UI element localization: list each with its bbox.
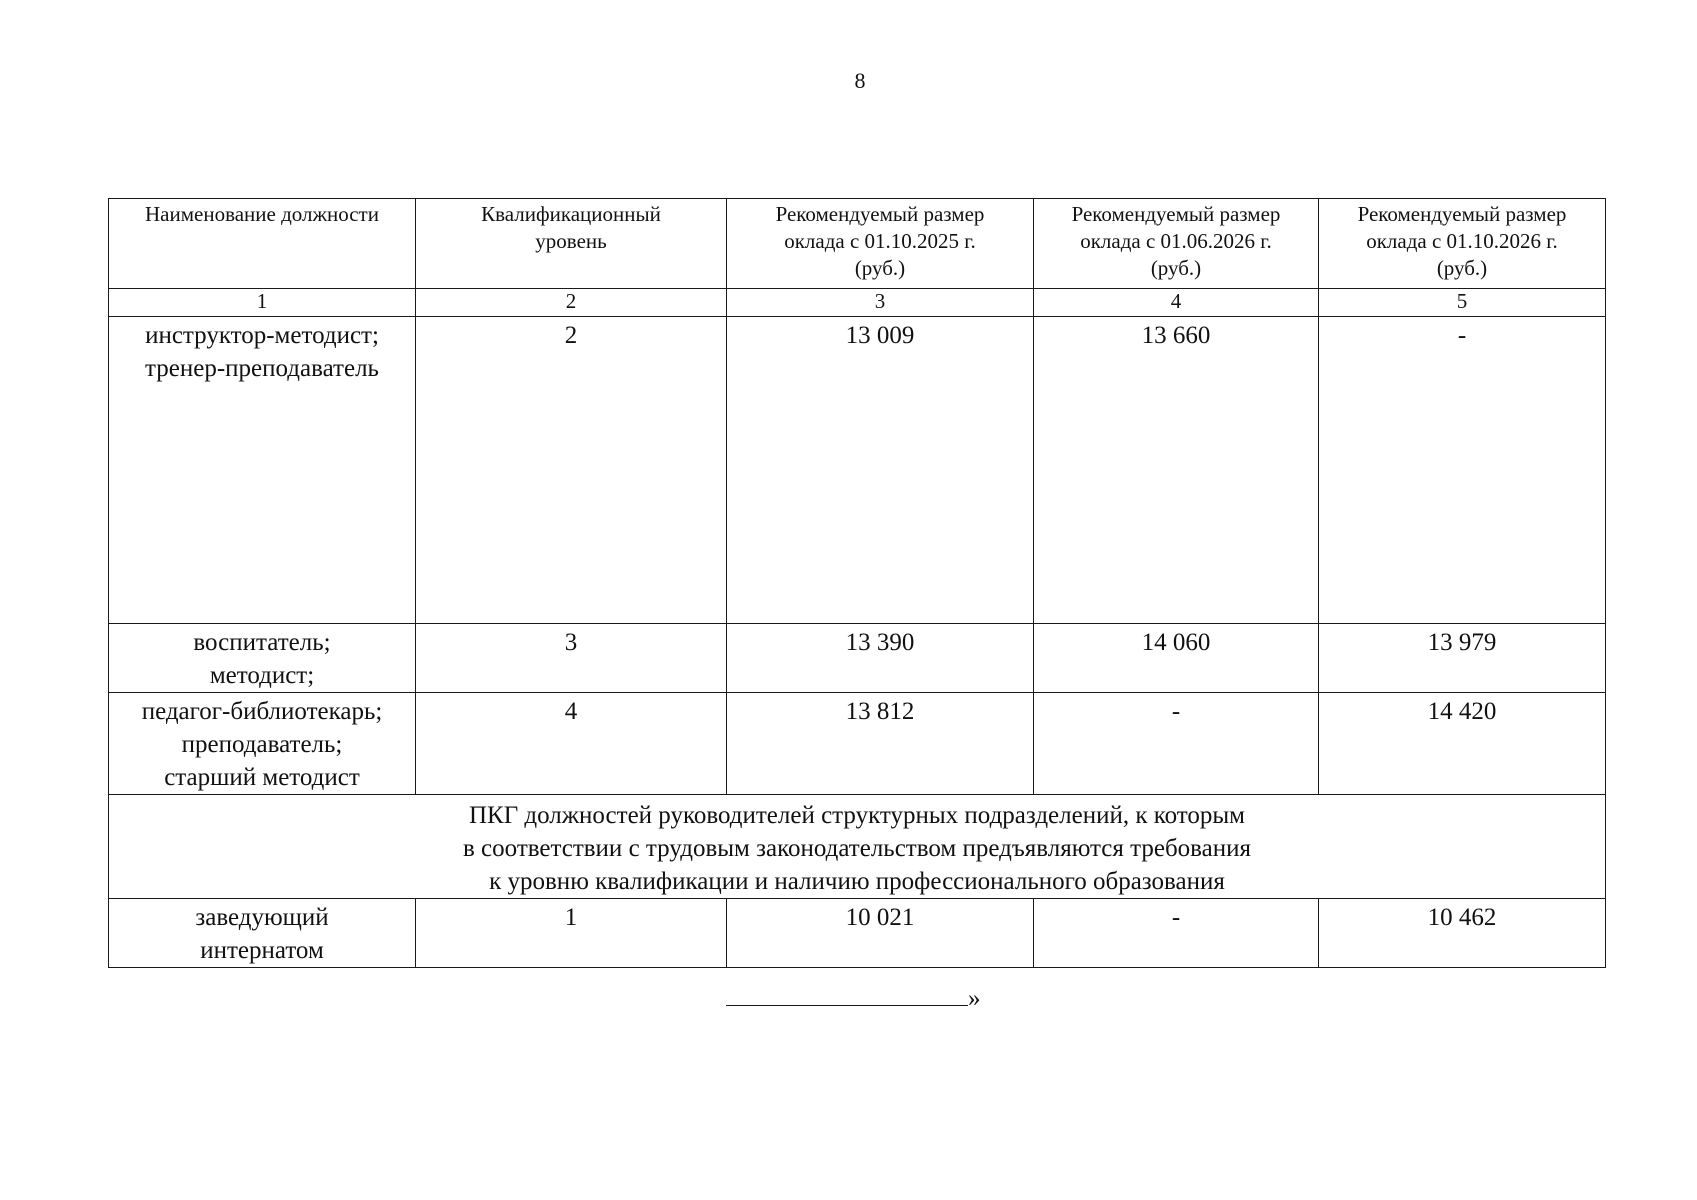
column-number: 1 bbox=[109, 289, 416, 317]
level-cell: 1 bbox=[416, 899, 727, 968]
salary-table bbox=[108, 198, 1606, 968]
column-number: 2 bbox=[416, 289, 727, 317]
table-row bbox=[109, 624, 1606, 693]
salary-2025-10-cell: 13 009 bbox=[727, 317, 1034, 624]
table-row bbox=[109, 693, 1606, 795]
salary-2026-06-cell: - bbox=[1034, 693, 1319, 795]
salary-2025-10-cell: 13 390 bbox=[727, 624, 1034, 693]
column-number: 3 bbox=[727, 289, 1034, 317]
level-cell: 3 bbox=[416, 624, 727, 693]
table-row bbox=[109, 899, 1606, 968]
position-cell: педагог-библиотекарь; преподаватель; старший методист bbox=[109, 693, 416, 795]
header-position-name: Наименование должности bbox=[109, 199, 416, 289]
closing-quote: » bbox=[968, 985, 981, 1012]
salary-2026-10-cell: 13 979 bbox=[1319, 624, 1606, 693]
column-number-row bbox=[109, 289, 1606, 317]
closing-mark bbox=[726, 981, 981, 1014]
level-cell: 4 bbox=[416, 693, 727, 795]
salary-2026-10-cell: - bbox=[1319, 317, 1606, 624]
header-qualification-level: Квалификационный уровень bbox=[416, 199, 727, 289]
salary-2026-06-cell: 13 660 bbox=[1034, 317, 1319, 624]
salary-2026-06-cell: 14 060 bbox=[1034, 624, 1319, 693]
header-salary-2026-10: Рекомендуемый размер оклада с 01.10.2026 г. (руб.) bbox=[1319, 199, 1606, 289]
salary-2026-10-cell: 14 420 bbox=[1319, 693, 1606, 795]
salary-2026-10-cell: 10 462 bbox=[1319, 899, 1606, 968]
salary-2025-10-cell: 10 021 bbox=[727, 899, 1034, 968]
level-cell: 2 bbox=[416, 317, 727, 624]
position-cell: заведующий интернатом bbox=[109, 899, 416, 968]
salary-2025-10-cell: 13 812 bbox=[727, 693, 1034, 795]
position-cell: инструктор-методист; тренер-преподаватель bbox=[109, 317, 416, 624]
signature-rule bbox=[726, 981, 968, 1006]
position-cell: воспитатель; методист; bbox=[109, 624, 416, 693]
page-number: 8 bbox=[854, 68, 866, 93]
header-salary-2026-06: Рекомендуемый размер оклада с 01.06.2026 г. (руб.) bbox=[1034, 199, 1319, 289]
column-number: 5 bbox=[1319, 289, 1606, 317]
header-salary-2025-10: Рекомендуемый размер оклада с 01.10.2025 г. (руб.) bbox=[727, 199, 1034, 289]
section-header-row bbox=[109, 795, 1606, 899]
column-number: 4 bbox=[1034, 289, 1319, 317]
table-row bbox=[109, 317, 1606, 624]
table-header-row bbox=[109, 199, 1606, 289]
salary-2026-06-cell: - bbox=[1034, 899, 1319, 968]
section-title: ПКГ должностей руководителей структурных подразделений, к которым в соответствии с трудовым законодательством предъявляются требования к уровню квалификации и наличию профессионального образования bbox=[109, 795, 1606, 899]
